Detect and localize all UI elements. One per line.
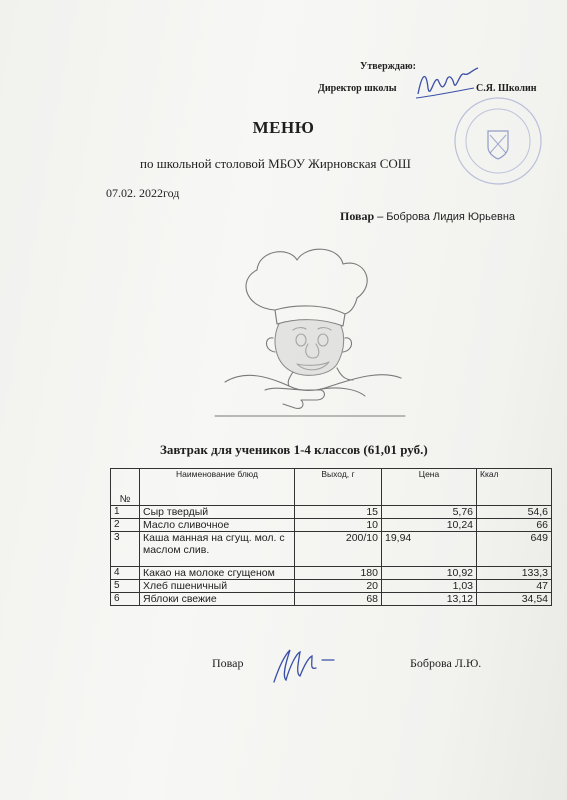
row-num: 5: [111, 580, 140, 593]
row-kcal: 54,6: [477, 506, 552, 519]
row-name: Яблоки свежие: [140, 593, 295, 606]
table-header-row: [111, 469, 552, 506]
row-kcal: 133,3: [477, 567, 552, 580]
header-name: Наименование блюд: [140, 469, 295, 506]
row-kcal: 34,54: [477, 593, 552, 606]
director-label: Директор школы: [318, 83, 397, 94]
cook-label: Повар –: [340, 209, 384, 223]
cook-signature: [260, 636, 350, 696]
table-row: [111, 506, 552, 519]
row-output: 68: [295, 593, 382, 606]
menu-table: [110, 468, 552, 606]
row-output: 200/10: [295, 532, 382, 567]
row-num: 4: [111, 567, 140, 580]
footer-cook-name: Боброва Л.Ю.: [410, 656, 482, 670]
row-output: 10: [295, 519, 382, 532]
row-price: 10,92: [382, 567, 477, 580]
row-price: 19,94: [382, 532, 477, 567]
row-num: 1: [111, 506, 140, 519]
page-subtitle: по школьной столовой МБОУ Жирновская СОШ: [140, 156, 411, 171]
row-num: 3: [111, 532, 140, 567]
row-output: 180: [295, 567, 382, 580]
row-output: 15: [295, 506, 382, 519]
table-row: [111, 567, 552, 580]
cook-name: Боброва Лидия Юрьевна: [386, 211, 516, 223]
row-name: Каша манная на сгущ. мол. с маслом слив.: [140, 532, 295, 567]
row-num: 2: [111, 519, 140, 532]
row-name: Какао на молоке сгущеном: [140, 567, 295, 580]
approve-label: Утверждаю:: [360, 61, 416, 72]
page-title: МЕНЮ: [252, 118, 315, 137]
school-stamp: [452, 95, 544, 187]
table-row: [111, 580, 552, 593]
row-name: Масло сливочное: [140, 519, 295, 532]
row-num: 6: [111, 593, 140, 606]
row-output: 20: [295, 580, 382, 593]
cook-line: [340, 209, 515, 224]
row-name: Хлеб пшеничный: [140, 580, 295, 593]
menu-date: 07.02. 2022год: [106, 186, 180, 200]
table-row: [111, 532, 552, 567]
header-output: Выход, г: [295, 469, 382, 506]
row-price: 13,12: [382, 593, 477, 606]
row-kcal: 47: [477, 580, 552, 593]
header-kcal: Ккал: [477, 469, 552, 506]
director-name: С.Я. Школин: [476, 83, 537, 94]
header-num: №: [111, 469, 140, 506]
row-name: Сыр твердый: [140, 506, 295, 519]
header-price: Цена: [382, 469, 477, 506]
row-price: 1,03: [382, 580, 477, 593]
table-row: [111, 593, 552, 606]
footer-cook-label: Повар: [212, 656, 244, 670]
row-price: 5,76: [382, 506, 477, 519]
row-kcal: 66: [477, 519, 552, 532]
table-row: [111, 519, 552, 532]
row-kcal: 649: [477, 532, 552, 567]
row-price: 10,24: [382, 519, 477, 532]
meal-title: Завтрак для учеников 1-4 классов (61,01 руб.): [160, 442, 428, 457]
chef-illustration: [205, 240, 417, 418]
